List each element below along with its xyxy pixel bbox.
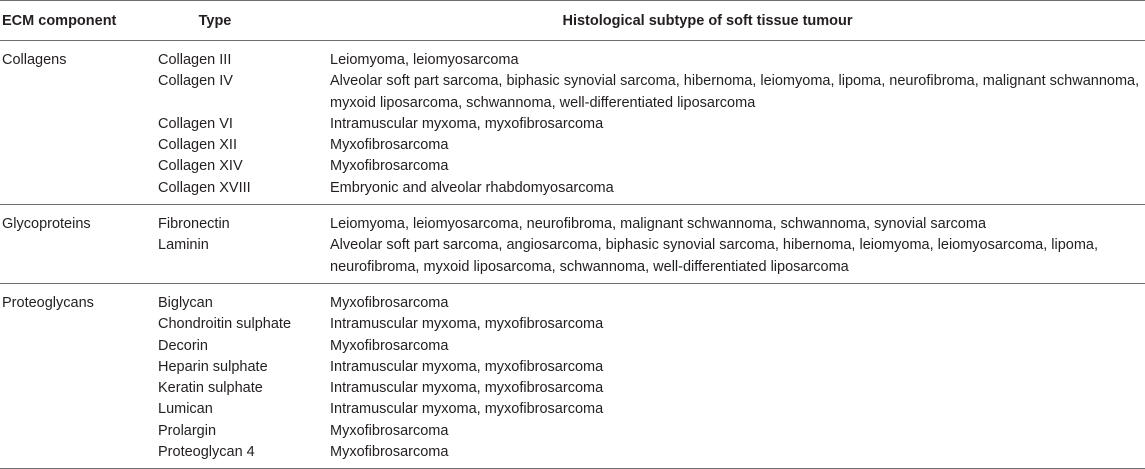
subtype-cell: Alveolar soft part sarcoma, angiosarcoma, biphasic synovial sarcoma, hibernoma, leiomyoma, leiomyosarcoma, lipoma, neurofibroma, myxoid liposarcoma, schwannoma, well-differentiated liposarcoma [330,237,1099,275]
type-cell: Collagen IV [158,73,233,90]
group-rows [158,50,1145,199]
subtype-cell: Myxofibrosarcoma [330,422,449,439]
table-row [158,357,1145,378]
table-row [158,336,1145,357]
type-cell: Chondroitin sulphate [158,316,292,333]
type-cell: Keratin sulphate [158,380,263,397]
table-row [158,235,1145,278]
subtype-cell: Intramuscular myxoma, myxofibrosarcoma [330,316,604,333]
subtype-cell: Myxofibrosarcoma [330,444,449,461]
header-type: Type [198,12,232,29]
subtype-cell: Intramuscular myxoma, myxofibrosarcoma [330,380,604,397]
table-row [158,314,1145,335]
type-cell: Lumican [158,401,213,418]
group-rows [158,214,1145,278]
type-cell: Collagen VI [158,115,233,132]
subtype-cell: Leiomyoma, leiomyosarcoma, neurofibroma, malignant schwannoma, schwannoma, synovial sarcoma [330,216,987,233]
subtype-cell: Alveolar soft part sarcoma, biphasic synovial sarcoma, hibernoma, leiomyoma, lipoma, neurofibroma, malignant schwannoma, myxoid liposarcoma, schwannoma, well-differentiated liposarcoma [330,73,1140,111]
type-cell: Biglycan [158,294,213,311]
table-row [158,214,1145,235]
subtype-cell: Embryonic and alveolar rhabdomyosarcoma [330,179,614,196]
group-name: Glycoproteins [2,216,91,233]
type-cell: Proteoglycan 4 [158,444,255,461]
subtype-cell: Myxofibrosarcoma [330,137,449,154]
table-header [0,0,1145,41]
type-cell: Heparin sulphate [158,358,268,375]
header-ecm-component: ECM component [2,12,117,29]
table-row [158,378,1145,399]
type-cell: Collagen XII [158,137,237,154]
table-row [158,114,1145,135]
table-row [158,399,1145,420]
table-row [158,156,1145,177]
table-row [158,421,1145,442]
header-subtype: Histological subtype of soft tissue tumour [562,12,853,29]
table-row [158,293,1145,314]
subtype-cell: Intramuscular myxoma, myxofibrosarcoma [330,401,604,418]
type-cell: Decorin [158,337,208,354]
table-group-glycoproteins [0,205,1145,284]
group-rows [158,293,1145,463]
type-cell: Collagen XIV [158,158,243,175]
table-row [158,178,1145,199]
subtype-cell: Intramuscular myxoma, myxofibrosarcoma [330,115,604,132]
type-cell: Prolargin [158,422,217,439]
type-cell: Fibronectin [158,216,230,233]
type-cell: Collagen III [158,52,232,68]
subtype-cell: Intramuscular myxoma, myxofibrosarcoma [330,358,604,375]
table-row [158,50,1145,71]
table-row [158,442,1145,463]
type-cell: Laminin [158,237,209,254]
group-name: Proteoglycans [2,294,94,311]
subtype-cell: Myxofibrosarcoma [330,337,449,354]
subtype-cell: Myxofibrosarcoma [330,294,449,311]
table-group-collagens [0,41,1145,205]
subtype-cell: Leiomyoma, leiomyosarcoma [330,52,519,68]
table-group-proteoglycans [0,284,1145,469]
group-name: Collagens [2,52,67,68]
table-row [158,135,1145,156]
type-cell: Collagen XVIII [158,179,251,196]
table-row [158,71,1145,114]
subtype-cell: Myxofibrosarcoma [330,158,449,175]
